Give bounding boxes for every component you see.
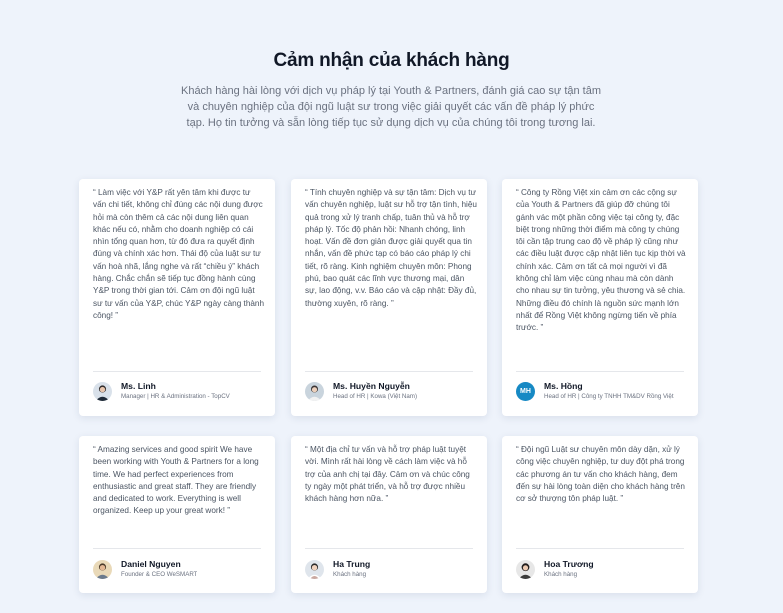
- author-role: Head of HR | Công ty TNHH TM&DV Rồng Việt: [544, 393, 674, 400]
- author-meta: [544, 559, 594, 579]
- testimonial-quote: “ Làm việc với Y&P rất yên tâm khi được tư vấn chi tiết, không chỉ đúng các nội dung được hỏi mà còn thêm cả các nội dung liên quan khác nếu có, nhằm cho doanh nghiệp có cái nhìn tổng quan hơn, từ đó đưa ra quyết định đúng và chính xác hơn. Thái độ của luật sư tư vấn hoà nhã, lắng nghe và rất “chiều ý” khách hàng. Chắc chắn sẽ tiếp tục đồng hành cùng Y&P trong thời gian tới. Cảm ơn đội ngũ luật sư tư vấn của Y&P, chúc Y&P ngày càng thành công! ”: [93, 188, 265, 320]
- author-role: Khách hàng: [544, 571, 578, 578]
- author-role: Khách hàng: [333, 571, 367, 578]
- author-name: Ha Trung: [333, 559, 371, 569]
- testimonial-author: [516, 379, 690, 403]
- testimonial-author: [516, 557, 690, 581]
- testimonial-author: [93, 379, 267, 403]
- person-photo-icon: [516, 560, 535, 579]
- testimonial-quote: “ Tính chuyên nghiệp và sự tận tâm: Dịch vụ tư vấn chuyên nghiệp, luật sư hỗ trợ tận tình, hiệu quả trong xử lý tranh chấp, tuân thủ và hỗ trợ pháp lý. Tốc độ phản hồi: Nhanh chóng, linh hoạt. Vấn đề đơn giản được giải quyết qua tin nhắn, vấn đề phức tạp có báo cáo pháp lý chi tiết, rõ ràng. Kinh nghiệm chuyên môn: Phong phú, bao quát các lĩnh vực thương mại, dân sự, lao động, v.v. Báo cáo và cập nhật: Đầy đủ, thường xuyên, rõ ràng. ”: [305, 188, 477, 308]
- section-subtitle: Khách hàng hài lòng với dịch vụ pháp lý tại Youth & Partners, đánh giá cao sự tận tâm và chuyên nghiệp của đội ngũ luật sư trong việc giải quyết các vấn đề pháp lý phức tạp. Họ tin tưởng và sẵn lòng tiếp tục sử dụng dịch vụ của chúng tôi trong tương lai.: [180, 85, 601, 129]
- card-divider: [93, 548, 261, 549]
- author-name: Ms. Linh: [121, 381, 156, 391]
- author-meta: [121, 381, 230, 401]
- testimonial-card: [79, 179, 275, 416]
- author-meta: [333, 381, 417, 401]
- person-photo-icon: [93, 560, 112, 579]
- testimonial-card: [291, 436, 487, 593]
- author-meta: [121, 559, 197, 579]
- card-divider: [305, 548, 473, 549]
- testimonial-author: [305, 557, 479, 581]
- author-name: Hoa Trương: [544, 559, 594, 569]
- section-title: Cảm nhận của khách hàng: [273, 50, 510, 71]
- author-name: Ms. Huyền Nguyễn: [333, 381, 410, 391]
- testimonial-quote: “ Một địa chỉ tư vấn và hỗ trợ pháp luật tuyệt vời. Mình rất hài lòng về cách làm việc và hỗ trợ của anh chị tại đây. Cảm ơn và chúc công ty ngày một phát triển, và hỗ trợ được nhiều khách hàng hơn nữa. ”: [305, 445, 470, 504]
- testimonial-quote: “ Công ty Rồng Việt xin cảm ơn các cộng sự của Youth & Partners đã giúp đỡ chúng tôi gánh vác một phần công việc tại công ty, đặc biệt trong những thời điểm mà công ty chúng tôi cần tập trung cao độ về pháp lý cũng như các điều luật được cập nhật liên tục kịp thời và chính xác. Cảm ơn tất cả mọi người vì đã không chỉ làm việc cùng nhau mà còn dành cho nhau sự tin tưởng, yêu thương và sẻ chia. Những điều đó chính là nguồn sức mạnh lớn nhất để Rồng Việt không ngừng tiến về phía trước. ”: [516, 188, 686, 333]
- author-meta: [333, 559, 370, 579]
- person-photo-icon: [93, 382, 112, 401]
- card-divider: [93, 371, 261, 372]
- author-meta: [544, 381, 674, 401]
- testimonial-author: [305, 379, 479, 403]
- testimonial-card: [502, 179, 698, 416]
- author-role: Head of HR | Kowa (Việt Nam): [333, 393, 418, 400]
- card-divider: [305, 371, 473, 372]
- testimonial-quote: “ Amazing services and good spirit We have been working with Youth & Partners for a long time. We had perfect experiences from enthusiastic and great staff. They are friendly and dedicated to work. Everything is well organized. Keep up your great work! ”: [93, 445, 259, 516]
- testimonial-card: [502, 436, 698, 593]
- person-photo-icon: [305, 560, 324, 579]
- card-divider: [516, 548, 684, 549]
- card-divider: [516, 371, 684, 372]
- author-role: Manager | HR & Administration - TopCV: [121, 393, 230, 400]
- author-name: Ms. Hồng: [544, 381, 583, 391]
- initials-avatar-icon: MH: [516, 382, 535, 401]
- testimonial-card: [291, 179, 487, 416]
- author-name: Daniel Nguyen: [121, 559, 181, 569]
- testimonial-card: [79, 436, 275, 593]
- testimonial-quote: “ Đội ngũ Luật sư chuyên môn dày dặn, xử lý công việc chuyên nghiệp, tư duy đột phá trong các phương án tư vấn cho khách hàng, đem đến sự hài lòng toàn diện cho khách hàng trên cơ sở thượng tôn pháp luật. ”: [516, 445, 685, 504]
- testimonial-author: [93, 557, 267, 581]
- person-photo-icon: [305, 382, 324, 401]
- author-role: Founder & CEO WeSMART: [121, 571, 198, 578]
